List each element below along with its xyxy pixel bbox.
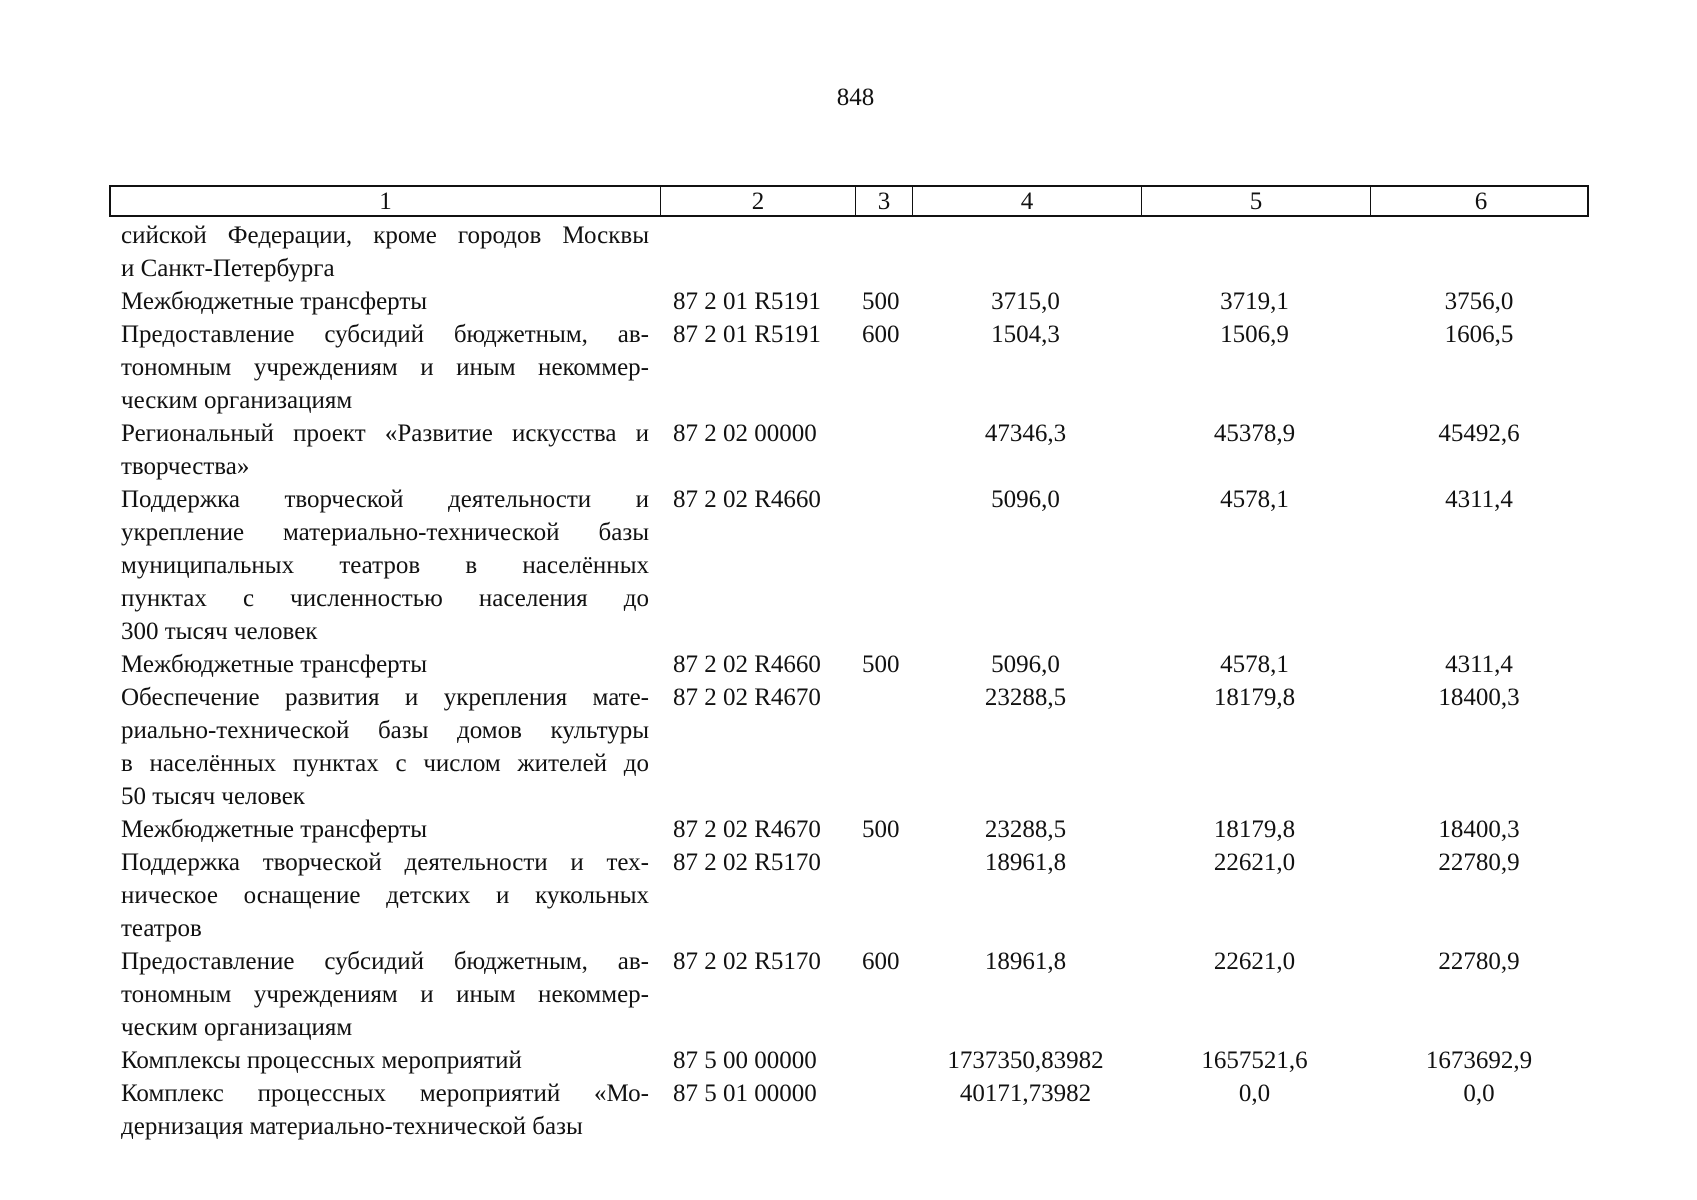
row-value-year3: 0,0: [1463, 1080, 1495, 1107]
row-description: [109, 417, 659, 483]
row-value-year2: 3719,1: [1220, 288, 1289, 315]
row-value-year1: 23288,5: [984, 684, 1067, 711]
description-line: 300 тысяч человек: [121, 618, 318, 645]
description-line: Региональный проект «Развитие искусства и: [121, 420, 649, 447]
row-value-year2: 4578,1: [1220, 486, 1289, 513]
row-code: 87 2 02 R4660: [673, 651, 821, 678]
header-col-5: 5: [1142, 187, 1371, 217]
description-line: Обеспечение развития и укрепления мате-: [121, 684, 649, 711]
description-line: Предоставление субсидий бюджетным, ав-: [121, 321, 649, 348]
description-line: и Санкт-Петербурга: [121, 255, 335, 282]
description-line: 50 тысяч человек: [121, 783, 305, 810]
description-line: укрепление материально-технической базы: [121, 519, 649, 546]
description-line: Предоставление субсидий бюджетным, ав-: [121, 948, 649, 975]
table-row: [109, 417, 1589, 483]
row-value-year1: 3715,0: [991, 288, 1060, 315]
description-line: Межбюджетные трансферты: [121, 288, 428, 315]
description-line: Комплекс процессных мероприятий «Мо-: [121, 1080, 649, 1107]
table-row: [109, 648, 1589, 681]
description-line: Поддержка творческой деятельности и тех-: [121, 849, 649, 876]
row-value-year2: 0,0: [1238, 1080, 1271, 1107]
row-description: [109, 846, 659, 945]
row-description: [109, 483, 659, 648]
row-value-year2: 1506,9: [1220, 321, 1289, 348]
description-line: Поддержка творческой деятельности и: [121, 486, 649, 513]
description-line: пунктах с численностью населения до: [121, 585, 649, 612]
header-col-1: 1: [111, 187, 661, 217]
table-row: [109, 318, 1589, 417]
table-row: [109, 1044, 1589, 1077]
row-description: [109, 648, 659, 681]
row-value-year1: 18961,8: [984, 849, 1067, 876]
row-value-year3: 4311,4: [1445, 486, 1513, 513]
row-value-year2: 18179,8: [1213, 684, 1296, 711]
row-code: 87 2 02 R5170: [673, 849, 821, 876]
table-row: [109, 285, 1589, 318]
table-row: [109, 681, 1589, 813]
table-row: [109, 483, 1589, 648]
row-value-year3: 45492,6: [1438, 420, 1520, 447]
description-line: дернизация материально-технической базы: [121, 1113, 583, 1140]
row-description: [109, 681, 659, 813]
row-value-year2: 1657521,6: [1201, 1047, 1308, 1074]
row-value-year1: 47346,3: [984, 420, 1067, 447]
description-line: риально-технической базы домов культуры: [121, 717, 649, 744]
row-value-year1: 18961,8: [984, 948, 1067, 975]
row-code: 87 2 02 R4660: [673, 486, 821, 513]
description-line: в населённых пунктах с числом жителей до: [121, 750, 649, 777]
row-code: 87 2 02 R5170: [673, 948, 821, 975]
row-value-year1: 23288,5: [984, 816, 1067, 843]
description-line: муниципальных театров в населённых: [121, 552, 649, 579]
row-value-year3: 18400,3: [1438, 684, 1520, 711]
row-description: [109, 1044, 659, 1077]
description-line: ческим организациям: [121, 387, 353, 414]
row-code: 87 5 00 00000: [673, 1047, 817, 1074]
row-value-year1: 40171,73982: [959, 1080, 1092, 1107]
description-line: тономным учреждениям и иным некоммер-: [121, 981, 649, 1008]
row-code: 87 2 02 00000: [673, 420, 817, 447]
row-value-year3: 22780,9: [1438, 849, 1520, 876]
row-type: 500: [862, 816, 900, 843]
table-row: [109, 219, 1589, 285]
row-description: [109, 1077, 659, 1143]
description-line: театров: [121, 915, 202, 942]
row-value-year2: 45378,9: [1213, 420, 1296, 447]
row-value-year2: 22621,0: [1213, 849, 1296, 876]
row-type: 500: [862, 288, 900, 315]
row-value-year2: 4578,1: [1220, 651, 1289, 678]
row-description: [109, 285, 659, 318]
row-value-year3: 4311,4: [1445, 651, 1513, 678]
description-line: Комплексы процессных мероприятий: [121, 1047, 522, 1074]
header-col-2: 2: [661, 187, 856, 217]
table-row: [109, 1077, 1589, 1143]
header-col-6: 6: [1474, 188, 1488, 215]
description-line: Межбюджетные трансферты: [121, 816, 428, 843]
header-col-4: 4: [913, 187, 1142, 217]
page-number: 848: [836, 84, 875, 111]
table-header: [109, 185, 1589, 217]
row-code: 87 2 01 R5191: [673, 321, 821, 348]
table-row: [109, 945, 1589, 1044]
row-code: 87 2 02 R4670: [673, 684, 821, 711]
row-value-year3: 1606,5: [1444, 321, 1514, 348]
description-line: ническое оснащение детских и кукольных: [121, 882, 649, 909]
row-value-year3: 18400,3: [1438, 816, 1520, 843]
description-line: творчества»: [121, 453, 250, 480]
row-description: [109, 945, 659, 1044]
description-line: сийской Федерации, кроме городов Москвы: [121, 222, 649, 249]
row-value-year3: 1673692,9: [1425, 1047, 1533, 1074]
row-description: [109, 813, 659, 846]
row-value-year1: 1504,3: [991, 321, 1060, 348]
row-value-year2: 18179,8: [1213, 816, 1296, 843]
header-col-3: 3: [856, 187, 913, 217]
row-description: [109, 219, 659, 285]
row-type: 600: [862, 321, 900, 348]
row-code: 87 2 01 R5191: [673, 288, 821, 315]
table-body: [109, 219, 1589, 1143]
row-code: 87 2 02 R4670: [673, 816, 821, 843]
row-type: 500: [862, 651, 900, 678]
description-line: тономным учреждениям и иным некоммер-: [121, 354, 649, 381]
description-line: ческим организациям: [121, 1014, 353, 1041]
table-row: [109, 846, 1589, 945]
row-value-year3: 22780,9: [1438, 948, 1520, 975]
description-line: Межбюджетные трансферты: [121, 651, 428, 678]
row-description: [109, 318, 659, 417]
row-value-year1: 5096,0: [991, 651, 1060, 678]
row-type: 600: [862, 948, 900, 975]
row-value-year1: 1737350,83982: [947, 1047, 1104, 1074]
row-code: 87 5 01 00000: [673, 1080, 817, 1107]
row-value-year2: 22621,0: [1213, 948, 1296, 975]
row-value-year3: 3756,0: [1444, 288, 1514, 315]
table-row: [109, 813, 1589, 846]
row-value-year1: 5096,0: [991, 486, 1060, 513]
